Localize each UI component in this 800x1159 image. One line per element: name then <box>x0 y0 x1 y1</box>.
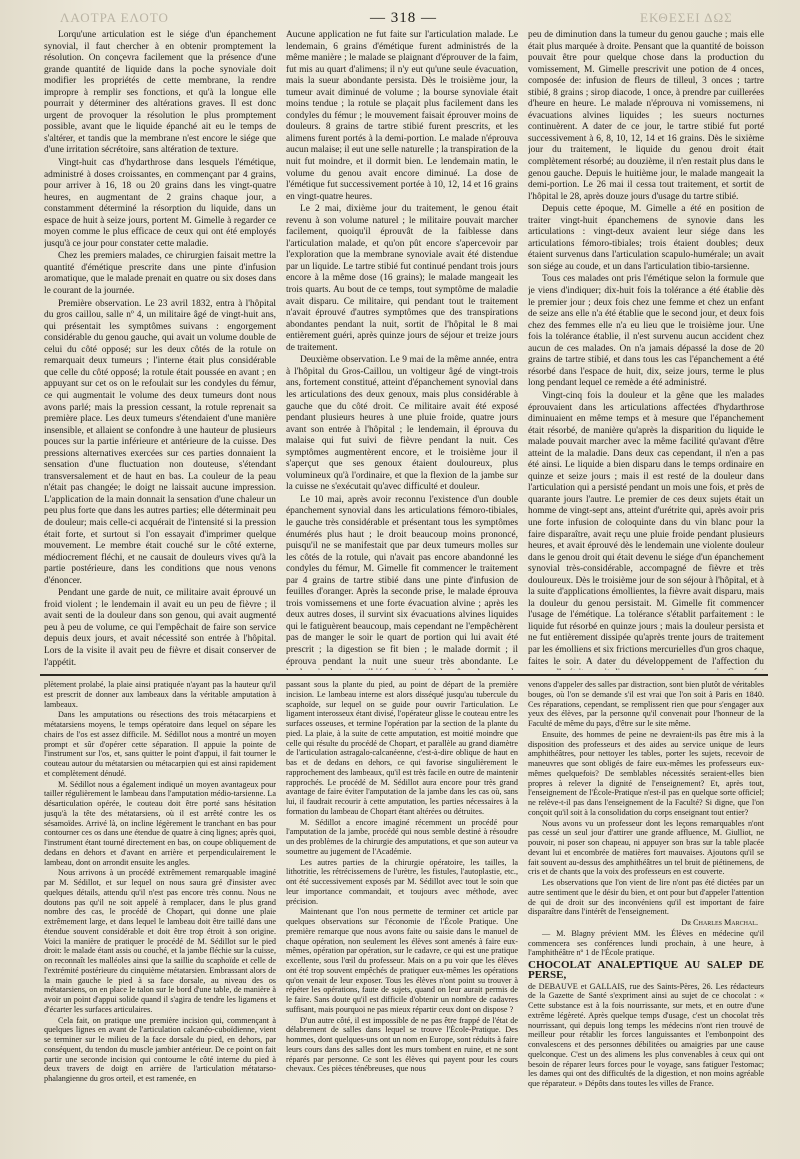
upper-column-2 <box>286 30 518 670</box>
paragraph: Dans les amputations ou résections des trois métacarpiens et métatarsiens moyens, le temps opératoire dans lequel on sépare les chairs de l'os est assez difficile. M. Sédillot nous a montré un moyen prompt et sûr d'opérer cette séparation. Il appuie la pointe de l'instrument sur l'os, et, sans quitter le point d'appui, il fait tourner le couteau autour du métatarsien ou métacarpien qui est ainsi rapidement et complètement dénudé. <box>44 710 276 778</box>
advertisement-text: de DEBAUVE et GALLAIS, rue des Saints-Pères, 26. Les rédacteurs de la Gazette de Santé s'expriment ainsi au sujet de ce chocolat : « Cette substance est à la fois nourrissante, sur mets, et en outre d'une extrême légèreté. Après quelque temps d'usage, c'est un chocolat très nourrissant, qui depuis long temps les médecins n'ont rien trouvé de meilleur pour rétablir les forces languissantes et l'embonpoint des convalescens et des personnes débilitées ou amaigries par une cause quelconque. C'est un des alimens les plus convenables à ceux qui ont besoin de réparer leurs forces pour le voyage, sans fatiguer l'estomac; les dames qui ont des difficultés de la digestion, et non moins agréable que réparateur. » Dépôts dans toutes les villes de France. <box>528 981 764 1088</box>
lower-column-1 <box>44 680 276 1150</box>
paragraph: Lorqu'une articulation est le siége d'un épanchement synovial, il faut chercher à en obtenir promptement la résolution. On conçevra facilement que la présence d'une grande quantité de liquide dans la poche synoviale doit modifier les propriétés de cette membrane, la rendre impropre à remplir ses fonctions, et qu'à la longue elle pourrait y déterminer des altérations graves. Il est donc urgent de provoquer la résolution le plus promptement possible, avant que le liquide épanché ait eu le temps de s'altérer, et tandis que la membrane n'est encore le siége que d'une irritation sécrétoire, sans altération de texture. <box>44 30 276 156</box>
paragraph: Les autres parties de la chirurgie opératoire, les tailles, la lithotritie, les rétrécissemens de l'urètre, les fistules, l'autoplastie, etc., ont été successivement exposés par M. Sédillot avec tout le soin que leur importance commandait, et toujours avec méthode, avec précision. <box>286 857 518 906</box>
paragraph: Nous arrivons à un procédé extrêmement remarquable imaginé par M. Sédillot, et sur lequel on nous saura gré d'insister avec quelques détails, attendu qu'il n'est pas encore très connu. Nous ne doutons pas qu'il ne soit appelé à remplacer, dans le plus grand nombre des cas, le procédé de Chopart, qui donne une plaie extrêmement large, et dans lequel le lambeau doit être taillé dans une étendue souvent considérable et doit être trop étroit à son origine. Voici la manière de pratiquer le procédé de M. Sédillot sur le pied droit: le malade étant assis ou couché, et la jambe fléchie sur la cuisse, on reconnaît les malléoles ainsi que la saillie du scaphoïde et celle de l'extrémité postérieure du cinquième métatarsien. Embrassant alors de la main gauche le pied à sa face dorsale, au niveau des os métatarsiens, on en place le talon sur le bord d'une table, de manière à avoir un point d'appui solide quand il s'agira de tendre les ligamens et d'écarter les surfaces articulaires. <box>44 868 276 1014</box>
paragraph: Aucune application ne fut faite sur l'articulation malade. Le lendemain, 6 grains d'émétique furent administrés de la même manière ; le malade se plaignant d'éprouver de la faim, fut mis au quart d'alimens; il n'y eut qu'une seule évacuation, mais la sueur abondante persista. Dès le troisième jour, la tumeur avait diminué de volume ; la bourse synoviale était moins tendue ; la rotule se plaçait plus facilement dans les condyles du fémur ; le mouvement faisait éprouver moins de douleurs. 8 grains de tartre stibié furent prescrits, et les alimens furent portés à la demi-portion. Le malade n'éprouva aucun malaise; il eut une selle naturelle ; la transpiration de la nuit fut moindre, et il dormit bien. Le lendemain matin, le volume du genou avait encore diminué. La dose de l'émétique fut successivement portée à 10, 12, 14 et 16 grains en vingt-quatre heures. <box>286 30 518 202</box>
section-divider <box>40 674 768 676</box>
paragraph: Vingt-huit cas d'hydarthrose dans lesquels l'émétique, administré à doses croissantes, en commençant par 4 grains, pour arriver à 16, 18 ou 20 grains dans les vingt-quatre heures, en augmentant de 2 grains chaque jour, a constamment déterminé la résorption du liquide, dans un espace de huit à seize jours, portent M. Gimelle à regarder ce moyen comme le plus efficace de ceux qui ont été employés jusqu'à ce jour pour constater cette maladie. <box>44 158 276 249</box>
paragraph: Maintenant que l'on nous permette de terminer cet article par quelques observations sur l'économie de l'École Pratique. Une première remarque que nous avons faite ou saisie dans le manuel de chaque opération, non seulement les élèves sont amenés à faire eux-mêmes, opération par opération, sur le cadavre, ce qui est une pratique excellente, sous l'œil du professeur. Mais on a pu voir que les élèves ont été trop souvent empêchés de pratiquer eux-mêmes les opérations qu'on venait de leur exposer. Tous les élèves n'ont point su trouver à répéter les opérations, faute de sujets, quand on leur aurait permis de le faire. Sans doute qu'il est difficile d'obtenir un nombre de cadavres suffisant, mais pourquoi ne pas mieux répartir ceux dont on dispose ? <box>286 907 518 1014</box>
paragraph: Pendant une garde de nuit, ce militaire avait éprouvé un froid violent ; le lendemain il avait eu un peu de fièvre ; il avait senti de la douleur dans son genou, qui avait augmenté peu à peu de volume, ce qui l'empêchait de faire son service depuis deux jours, et avait nécessité son entrée à l'hôpital. Lors de la visite il avait peu de fièvre et disait conserver de l'appétit. <box>44 588 276 668</box>
author-signature: Dr Charles Marchal. <box>681 918 758 927</box>
paragraph: Les observations que l'on vient de lire n'ont pas été dictées par un autre sentiment que le désir du bien, et ont pour but d'appeler l'attention de qui de droit sur des inconvéniens qu'il est important de faire disparaître dans l'intérêt de l'enseignement. <box>528 878 764 917</box>
page-header <box>0 4 800 30</box>
paragraph: D'un autre côté, il est impossible de ne pas être frappé de l'état de délabrement de salles dans lequel se trouve l'École-Pratique. Des hommes, dont quelques-uns ont un nom en Europe, sont réduits à faire leurs cours dans des salles dont les murs tombent en ruine, et ne sont réparés par personne. Ce sont les élèves qui payent pour les cours chevaux. Ces pièces ténébreuses, que nous <box>286 1015 518 1074</box>
advertisement-heading: CHOCOLAT ANALEPTIQUE AU SALEP DE PERSE, <box>528 959 764 981</box>
upper-column-1 <box>44 30 276 670</box>
bleed-through-text-left: ΛΑΟΤΡΑ ΕΛΟΤΟ <box>60 10 169 25</box>
observation-1: Première observation. Le 23 avril 1832, entra à l'hôpital du gros caillou, salle nº 4, un militaire âgé de vingt-huit ans, qui présentait les symptômes suivans : engorgement considérable du genou gauche, qui avait un volume double de celui du côté opposé; sur les deux côtés de la rotule on remarquait deux tumeurs ; l'interne était plus considérable que celle du côté opposé; la rotule était poussée en avant ; en appuyant sur cet os on le refoulait sur les condyles du fémur, ce qui augmentait le volume des deux tumeurs dont nous avons parlé; mais la pression cessant, la rotule reprenait sa première place. Les deux tumeurs s'étendaient d'une manière insensible, et allaient se confondre à une hauteur de plusieurs pouces sur la partie inférieure et antérieure de la cuisse. Des pressions alternatives exercées sur ces parties donnaient la sensation d'une fluctuation non douteuse, s'étendant transversalement et de haut en bas. La couleur de la peau n'était pas changée; le doigt ne laissait aucune impression. L'application de la main donnait la sensation d'une chaleur un peu plus forte que dans les autres parties; elle déterminait peu de douleur; mais celle-ci acquérait de l'intensité si la pression était forte, et surtout si l'on essayait d'imprimer quelque mouvement. Le membre était couché sur le côté externe, médiocrement fléchi, et ne causait de douleurs vives qu'à la partie postérieure, dans les conditions que nous venons d'énoncer. <box>44 298 276 586</box>
paragraph: Cela fait, on pratique une première incision qui, commençant à quelques lignes en avant de l'articulation calcanéo-cuboïdienne, vient se terminer sur le milieu de la face dorsale du pied, en dehors, par conséquent, du tendon du muscle jambier antérieur. De ce point on fait partir une seconde incision qui contourne le côté interne du pied à deux travers de doigt en arrière de l'articulation métatarso-phalangienne du gros orteil, et est ramenée, en <box>44 1015 276 1083</box>
page-number: — 318 — <box>370 10 437 26</box>
paragraph: M. Sédillot nous a également indiqué un moyen avantageux pour tailler régulièrement le lambeau dans l'amputation médio-tarsienne. La désarticulation opérée, le couteau doit être porté sans hésitation jusqu'à la tête des métatarsiens, où il est arrêté contre les os sésamoïdes. Arrivé là, on incline légèrement le tranchant en bas pour contourner ces os dans une étendue de quatre à cinq lignes; après quoi, l'instrument étant tourné directement en bas, on coupe obliquement de dedans en dehors et d'avant en arrière et perpendiculairement le lambeau, dont on arrondit ensuite les angles. <box>44 779 276 867</box>
paragraph: M. Sédillot a encore imaginé récemment un procédé pour l'amputation de la jambe, procédé qui nous semble destiné à résoudre un des problèmes de la chirurgie des amputations, et que son auteur va soumettre au jugement de l'Académie. <box>286 817 518 856</box>
paragraph: Tous ces malades ont pris l'émétique selon la formule que je viens d'indiquer; dix-huit fois la tolérance a été établie dès le premier jour ; deux fois chez une femme et chez un enfant de seize ans elle n'a été établie que le second jour, et deux fois chez des femmes elle n'a eu lieu que le troisième jour. Une fois la tolérance établie, il n'est survenu aucun accident chez aucun de ces malades. On n'a jamais dépassé la dose de 20 grains de tartre stibié, et dans tous les cas l'épanchement a été résorbé dans l'espace de huit, dix, seize jours, terme le plus long pendant lequel ce remède a été administré. <box>528 274 764 389</box>
bleed-through-text-right: ΕΚΘΕΣΕΙ ΔΩΣ <box>640 10 733 25</box>
paragraph: venons d'appeler des salles par distraction, sont bien plutôt de véritables bouges, où l'on se demande s'il est vrai que l'on soit à Paris en 1840. Ces réparations, cependant, se remplissent rien que pour s'engager aux yeux des élèves, par la personne qu'il convenait pour l'honneur de la Faculté de même du pays, d'être sur le site même. <box>528 680 764 728</box>
lower-column-2 <box>286 680 518 1150</box>
upper-column-3 <box>528 30 764 670</box>
observation-2: Deuxième observation. Le 9 mai de la même année, entra à l'hôpital du Gros-Caillou, un voltigeur âgé de vingt-trois ans, fortement constitué, atteint d'épanchement synovial dans les articulations des deux genoux, mais plus considérable à gauche que du côté droit. Ce militaire avait été exposé pendant plusieurs heures à une pluie froide, quatre jours avant son entrée à l'hôpital ; le lendemain, il éprouva du malaise qui fut suivi de fièvre pendant la nuit. Ces symptômes augmentèrent encore, et le troisième jour il s'aperçut que ses genoux étaient douloureux, plus volumineux qu'à l'ordinaire, et que la flexion de la jambe sur la cuisse ne s'exécutait qu'avec difficulté et douleur. <box>286 355 518 493</box>
paragraph: Le 2 mai, dixième jour du traitement, le genou était revenu à son volume naturel ; le militaire pouvait marcher facilement, quoiqu'il éprouvât de la faiblesse dans l'articulation malade, et qu'on pût encore s'apercevoir par l'exploration que la membrane synoviale avait été distendue par un liquide. Le tartre stibié fut continué pendant trois jours encore à la même dose (16 grains); le malade mangeait les trois quarts. Au bout de ce temps, tout symptôme de maladie avait disparu. Ce militaire, qui pendant tout le traitement n'avait éprouvé d'autres symptômes que des transpirations abondantes pendant la nuit, sortit de l'hôpital le 8 mai entièrement guéri, après quinze jours de séjour et treize jours de traitement. <box>286 204 518 353</box>
paragraph: Nous avons vu un professeur dont les leçons remarquables n'ont pas cessé un seul jour d'attirer une grande affluence, M. Giulliot, ne pouvoir, ni poser son chapeau, ni appuyer son bras sur la table placée devant lui et encombrée de matières fort mauvaises. Ajoutons qu'il se fait souvent au-dessus des amphithéâtres un tel bruit de piétinemens, de cris et de chants que la voix des professeurs en est couverte. <box>528 818 764 877</box>
paragraph: plètement prolabé, la plaie ainsi pratiquée n'ayant pas la hauteur qu'il est prescrit de donner aux lambeaux dans la véritable amputation à lambeaux. <box>44 680 276 709</box>
paragraph: Depuis cette époque, M. Gimelle a été en position de traiter vingt-huit épanchemens de synovie dans les articulations : vingt-deux avaient leur siége dans les articulations fémoro-tibiales; trois étaient doubles; deux étaient survenus dans l'articulation scapulo-humérale; un avait son siége au coude, et un dans l'articulation tibio-tarsienne. <box>528 204 764 272</box>
paragraph: peu de diminution dans la tumeur du genou gauche ; mais elle était plus marquée à droite. Pensant que la quantité de boisson pouvait être pour quelque chose dans la production du vomissement, M. Gimelle prescrivit une potion de 4 onces, composée de: infusion de fleurs de tilleul, 3 onces ; tartre stibié, 8 grains ; sirop diacode, 1 once, à prendre par cuillerées d'heure en heure. Le malade n'éprouva ni vomissemens, ni évacuations alvines liquides ; les sueurs nocturnes continuèrent. A dater de ce jour, le tartre stibié fut porté successivement à 6, 8, 10, 12, 14 et 16 grains. Dès le sixième jour du traitement, le liquide du genou droit était complètement résorbé; au douzième, il n'en restait plus dans le genou gauche. Depuis le huitième jour, le malade mangeait la demi-portion. Le 26 mai il cessa tout traitement, et sortit de l'hôpital le 28, après douze jours d'usage du tartre stibié. <box>528 30 764 202</box>
paragraph: Chez les premiers malades, ce chirurgien faisait mettre la quantité d'émétique prescrite dans une pinte d'infusion aromatique, que le malade prenait en quatre ou six doses dans le courant de la journée. <box>44 251 276 297</box>
paragraph: Le 10 mai, après avoir reconnu l'existence d'un double épanchement synovial dans les articulations fémoro-tibiales, le gauche très considérable et présentant tous les symptômes énumérés plus haut ; le droit beaucoup moins prononcé, puisqu'il ne se manifestait que par deux tumeurs molles sur les côtés de la rotule, qui n'avait pas encore abandonné les condyles du fémur, M. Gimelle fit commencer le traitement par 4 grains de tartre stibié dans une pinte d'infusion de feuilles d'oranger. Après la seconde prise, le malade éprouva trois vomissemens et une forte évacuation alvine ; après les deux autres doses, il survint six évacuations alvines liquides qui le fatiguèrent beaucoup, mais cependant ne l'empêchèrent pas de manger le soir le quart de portion qui lui avait été prescrit ; la digestion se fit bien ; le malade dormit ; il éprouva pendant la nuit une sueur très abondante. Le <box>286 494 518 667</box>
announcement: — M. Blagny prévient MM. les Élèves en médecine qu'il commencera ses conférences lundi prochain, à une heure, à l'amphithéâtre nº 1 de l'École pratique. <box>528 928 764 958</box>
lower-column-3 <box>528 680 764 1150</box>
paragraph: Vingt-cinq fois la douleur et la gêne que les malades éprouvaient dans les articulations affectées d'hydarthrose diminuaient en même temps et à mesure que l'épanchement était résorbé, de manière qu'après la disparition du liquide le malade pouvait marcher avec la même facilité qu'avant d'être atteint de la maladie. Dans deux cas cependant, il n'en a pas été ainsi. Le liquide a bien disparu dans le temps ordinaire en quinze et seize jours ; mais il est resté de la douleur dans l'articulation qui a persisté pendant un mois une fois, et près de quarante jours l'autre. Le premier de ces deux sujets était un homme de vingt-sept ans, atteint d'urétrite qui, après avoir pris une forte infusion de coloquinte dans du vin blanc pour la faire disparaître, avait reçu une pluie froide pendant plusieurs heures, et avait éprouvé dès le lendemain une violente douleur dans le genou droit qui était devenu le siége d'un épanchement synovial très-considérable, accompagné de fièvre et très douloureux. Dès le troisième jour de son séjour à l'hôpital, et à la suite d'applications émollientes, la fièvre avait disparu, mais la douleur du genou persistait. M. Gimelle fit commencer l'usage de l'émétique. La tolérance s'établit parfaitement : le liquide fut résorbé en quinze jours ; mais la douleur persista et ne fut entièrement dissipée qu'après trente jours de traitement par les émolliens et six frictions mercurielles d'un gros chaque, faites le soir. A dater du développement de l'affection du <box>528 390 764 667</box>
paragraph: passant sous la plante du pied, au point de départ de la première incision. Le lambeau interne est alors disséqué jusqu'au tubercule du scaphoïde, sur lequel on se guide pour ouvrir l'articulation. Le ligament interosseux étant divisé, l'opérateur glisse le couteau entre les surfaces osseuses, et termine l'opération par la section de la plante du pied. La plaie, à la suite de cette amputation, est moitié moindre que celle qui résulte du procédé de Chopart, et parallèle au grand diamètre de l'articulation astragalo-calcanéenne, c'est-à-dire oblique de haut en bas et de dedans en dehors, ce qui favorise singulièrement le rapprochement des lambeaux, qu'il est très facile en outre de maintenir rapprochés. Le procédé de M. Sédillot aura encore pour très grand avantage de faire éviter l'amputation de la jambe dans les cas où, sans lui, il faudrait recourir à cette amputation, les parties nécessaires à la formation du lambeau de Chopart étant altérées ou détruites. <box>286 680 518 816</box>
paragraph: Ensuite, des hommes de peine ne devraient-ils pas être mis à la disposition des professeurs et des aides au service unique de leurs amphithéâtres, pour nettoyer les tables, porter les sujets, recevoir de maneuvres que sont obligés de faire eux-mêmes les professeurs eux-mêmes quelquefois? De semblables nécessités seraient-elles bien propres à relever la dignité de l'enseignement? Et, après tout, l'enseignement de l'École-Pratique n'est-il pas en quelque sorte officiel; ne relève-t-il pas dans l'enseignement de la Faculté? Si digne, que l'on conçoit qu'il soit à la consolidation du corps enseignant tout entier? <box>528 729 764 817</box>
